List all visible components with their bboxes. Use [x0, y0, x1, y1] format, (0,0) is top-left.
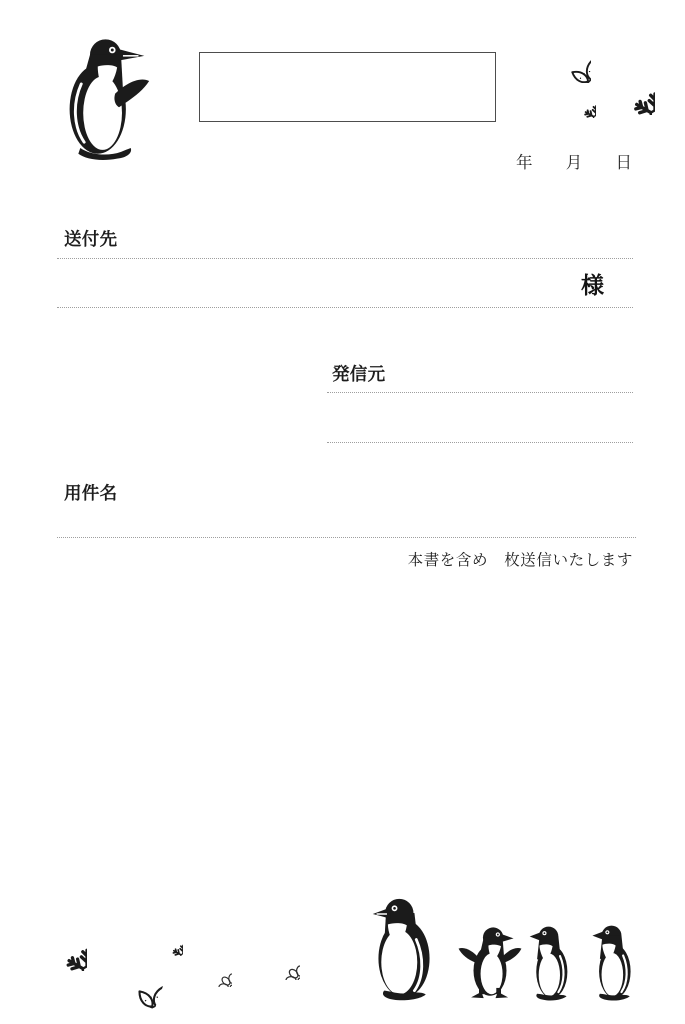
title-box: [199, 52, 496, 122]
date-month-label: 月: [565, 153, 583, 172]
flower-snowflake-icon: [543, 35, 591, 83]
large-solid-snowflake-icon: [607, 67, 655, 115]
subject-label: 用件名: [64, 483, 118, 503]
penguin-chick-icon: [527, 925, 575, 1002]
small-solid-snowflake-icon: [569, 91, 596, 118]
date-line: [516, 149, 632, 173]
recipient-label: 送付先: [64, 229, 118, 249]
penguin-adult-icon: [370, 896, 438, 1002]
penguin-chick-waving-icon: [457, 924, 523, 1000]
date-year-label: 年: [516, 153, 533, 172]
large-solid-snowflake-icon: [40, 924, 87, 971]
subject-line: [57, 537, 636, 538]
sender-label: 発信元: [332, 364, 386, 384]
recipient-line-2: [57, 307, 633, 308]
loop-snowflake-icon: [269, 949, 300, 980]
loop-snowflake-icon: [203, 958, 232, 987]
recipient-honorific: 様: [581, 273, 604, 298]
page-count-note: 本書を含め 枚送信いたします: [407, 552, 633, 569]
small-solid-snowflake-icon: [159, 932, 183, 956]
recipient-name-line: [57, 258, 633, 259]
date-day-label: 日: [615, 153, 632, 172]
sender-line-1: [327, 392, 633, 393]
penguin-chick-icon: [589, 924, 639, 1002]
sender-line-2: [327, 442, 633, 443]
penguin-waving-icon: [57, 35, 154, 162]
